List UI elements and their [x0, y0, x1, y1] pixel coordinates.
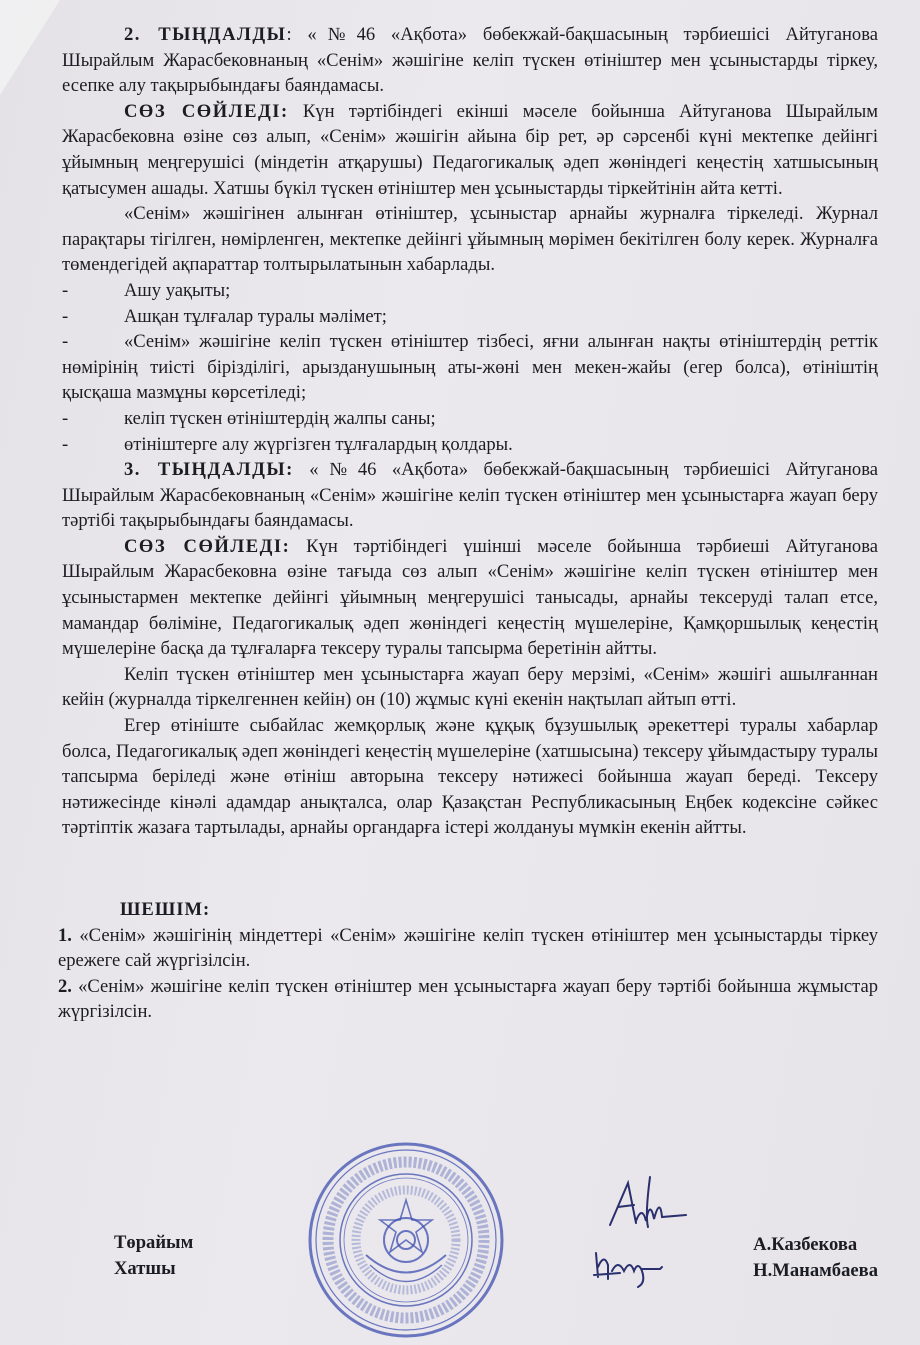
- document-body: [58, 22, 879, 1025]
- journal-paragraph: «Сенім» жәшігінен алынған өтініштер, ұсыныстар арнайы журналға тіркеледі. Журнал парақтары тігілген, нөмірленген, мектепке дейінгі ұйымның мөрімен бекітілген болу керек. Журналға төмендегідей ақпараттар толтырылатынын хабарлады.: [62, 203, 878, 276]
- handwritten-signature-icon: [590, 1175, 700, 1290]
- speech-2-text: Күн тәртібіндегі үшінші мәселе бойынша тәрбиеші Айтуганова Шырайлым Жарасбековна өзіне тағыда сөз алып «Сенім» жәшігіне келіп түскен өтініштер мен ұсыныстармен мектепке дейінгі ұйымның меңгерушісі танысады, арнайы тексеруді талап етсе, мамандар бөліміне, Педагогикалық әдеп жөніндегі кеңестің мүшелеріне, Қамқоршылық кеңестің мүшелеріне басқа да тұлғаларға тексеру туралы тапсырма беретінін айтты.: [62, 535, 878, 660]
- paper-fold: [0, 0, 60, 95]
- speech-1-label: СӨЗ СӨЙЛЕДІ:: [124, 100, 289, 122]
- item-2: [62, 22, 878, 99]
- decision-heading: ШЕШІМ:: [120, 899, 211, 920]
- name-secretary: Н.Манамбаева: [753, 1260, 878, 1281]
- list-item: - Ашу уақыты;: [62, 279, 231, 301]
- role-chair: Төрайым: [114, 1232, 194, 1253]
- role-secretary: Хатшы: [114, 1258, 176, 1279]
- decision-1: 1. «Сенім» жәшігінің міндеттері «Сенім» жәшігіне келіп түскен өтініштер мен ұсыныстарды тіркеу ережеге сай жүргізілсін.: [58, 924, 878, 972]
- list-item: - Ашқан тұлғалар туралы мәлімет;: [62, 305, 387, 327]
- official-seal-icon: [306, 1140, 506, 1340]
- speech-2-label: СӨЗ СӨЙЛЕДІ:: [124, 535, 291, 557]
- speech-1: [62, 99, 878, 201]
- corruption-paragraph: Егер өтініште сыбайлас жемқорлық және құқық бұзушылық әрекеттері туралы хабарлар болса, Педагогикалық әдеп жөніндегі кеңестің мүшелеріне (хатшысына) тексеру ұйымдастыру туралы тапсырма беріледі және өтініш авторына тексеру нәтижесі бойынша жауап береді. Тексеру нәтижесінде кінәлі адамдар анықталса, олар Қазақстан Республикасының Еңбек кодексіне сәйкес тәртіптік жазаға тартылады, арнайы органдарға істері жолдануы мүмкін екенін айтты.: [62, 715, 878, 839]
- list-item: - өтініштерге алу жүргізген тұлғалардың қолдары.: [62, 433, 513, 455]
- item-3: [62, 457, 878, 534]
- item-2-label: 2. ТЫҢДАЛДЫ: [124, 24, 287, 45]
- item-3-label: 3. ТЫҢДАЛДЫ:: [124, 459, 294, 481]
- list-item: - «Сенім» жәшігіне келіп түскен өтініштер тізбесі, яғни алынған нақты өтініштердің реттік нөмірінің тиісті бірізділігі, арызданушының аты-жөні мен мекен-жайы (егер болса), өтініштің қысқаша мазмұны көрсетіледі;: [62, 331, 878, 404]
- deadline-paragraph: Келіп түскен өтініштер мен ұсыныстарға жауап беру мерзімі, «Сенім» жәшігі ашылғаннан кейін (журналда тіркелгеннен кейін) он (10) жұмыс күні екенін нақтылап айтып өтті.: [62, 663, 878, 711]
- spacer: [62, 841, 878, 897]
- name-chair: А.Казбекова: [753, 1234, 858, 1255]
- speech-1-text: Күн тәртібіндегі екінші мәселе бойынша Айтуганова Шырайлым Жарасбековна өзіне сөз алып, «Сенім» жәшігін айына бір рет, әр сәрсенбі күні мектепке дейінгі ұйымның меңгерушісі (міндетін атқарушы) Педагогикалық әдеп жөніндегі кеңестің хатшысының қатысумен ашады. Хатшы бүкіл түскен өтініштер мен ұсыныстарды тіркейтінін айта кетті.: [62, 100, 879, 199]
- list-item: - келіп түскен өтініштердің жалпы саны;: [62, 407, 436, 429]
- item-2-text: : «№46 «Ақбота» бөбекжай-бақшасының тәрбиешісі Айтуганова Шырайлым Жарасбековнаның «Сенім» жәшігіне келіп түскен өтініштер мен ұсыныстарды тіркеу, есепке алу тақырыбындағы баяндамасы.: [62, 24, 878, 97]
- speech-2: [62, 534, 878, 662]
- signature-roles: [114, 1230, 193, 1282]
- item-3-text: «№46 «Ақбота» бөбекжай-бақшасының тәрбиешісі Айтуганова Шырайлым Жарасбековнаның «Сенім» жәшігіне келіп түскен өтініштер мен ұсыныстарға жауап беру тәртібі тақырыбындағы баяндамасы.: [62, 459, 878, 532]
- decision-2: 2. «Сенім» жәшігіне келіп түскен өтініштер мен ұсыныстарға жауап беру тәртібі бойынша жұмыстар жүргізілсін.: [58, 975, 878, 1023]
- signature-names: [753, 1232, 878, 1284]
